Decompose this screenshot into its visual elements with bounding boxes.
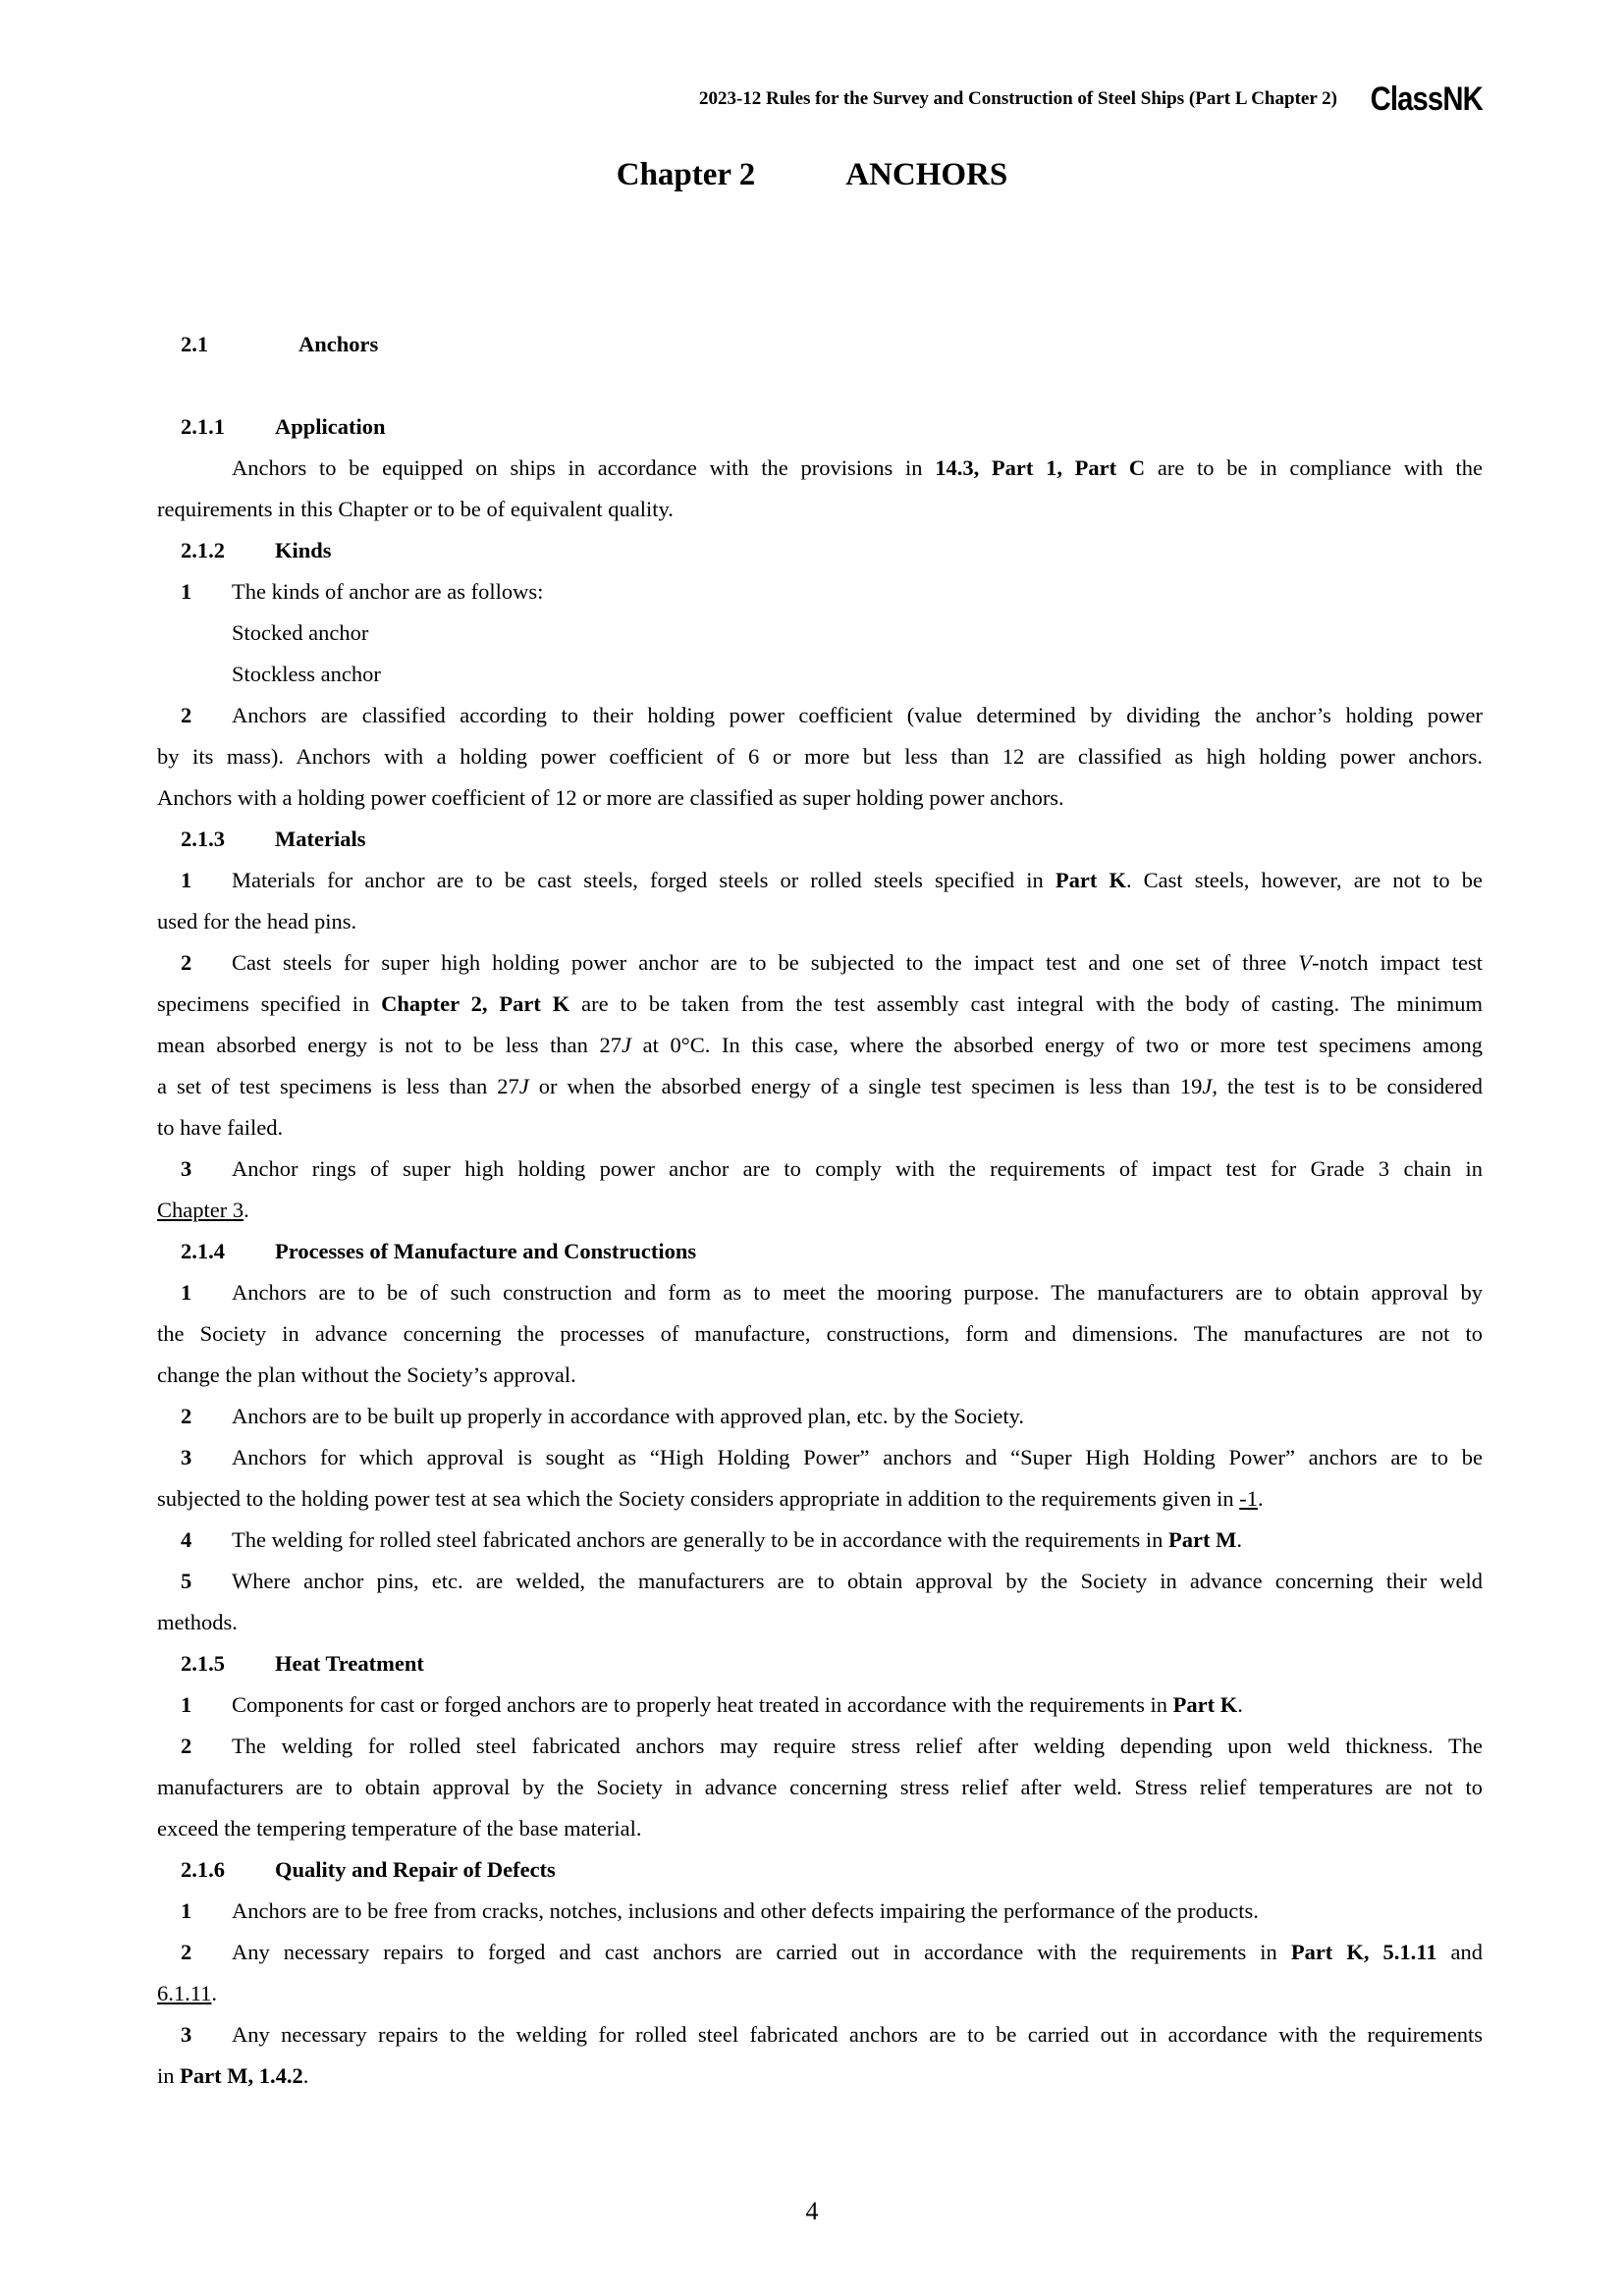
subsection-title: Heat Treatment [275, 1651, 424, 1676]
paragraph-number: 3 [181, 1445, 192, 1469]
text: . [211, 1981, 218, 2005]
chapter-name: ANCHORS [845, 157, 1008, 192]
text: are to be taken from the test assembly cast integral with the body of casting. The minimum [569, 991, 1483, 1016]
paragraph-number: 1 [181, 1898, 192, 1923]
text: . [1236, 1527, 1242, 1552]
classnk-logo: ClassNK [1370, 80, 1483, 118]
subsection-heading-2-1-5 [157, 1643, 1483, 1684]
paragraph-number: 5 [181, 1569, 192, 1593]
text: Materials for anchor are to be cast steels, forged steels or rolled steels specified in [232, 868, 1056, 892]
paragraph-number: 3 [181, 1156, 192, 1181]
subsection-heading-2-1-6 [157, 1849, 1483, 1891]
text: Any necessary repairs to the welding for rolled steel fabricated anchors are to be carried out in accordance with the requirements [232, 2022, 1483, 2047]
paragraph-1-link[interactable]: -1 [1239, 1486, 1258, 1511]
italic-symbol: J [518, 1074, 529, 1098]
reference: Part M, 1.4.2 [180, 2063, 303, 2088]
paragraph-2-1-6-1 [157, 1891, 1483, 1932]
italic-symbol: J [1202, 1074, 1213, 1098]
text: Anchors are to be free from cracks, notches, inclusions and other defects impairing the performance of the products. [232, 1898, 1259, 1923]
section-6-1-11-link[interactable]: 6.1.11 [157, 1981, 212, 2005]
subsection-title: Quality and Repair of Defects [275, 1857, 556, 1882]
chapter-3-link[interactable]: Chapter 3 [157, 1198, 244, 1222]
paragraph-number: 2 [181, 1940, 192, 1964]
text: or when the absorbed energy of a single test specimen is less than 19 [528, 1074, 1203, 1098]
text: . [302, 2063, 309, 2088]
text: Anchors are to be built up properly in accordance with approved plan, etc. by the Society. [232, 1404, 1025, 1428]
subsection-number: 2.1.3 [181, 827, 225, 851]
text: Where anchor pins, etc. are welded, the manufacturers are to obtain approval by the Society in advance concerning their weld [232, 1569, 1483, 1593]
list-item: Stockless anchor [232, 662, 381, 686]
subsection-title: Application [275, 414, 386, 439]
paragraph-2-1-1 [157, 448, 1483, 530]
text: specimens specified in [157, 991, 382, 1016]
paragraph-2-1-2-1 [157, 571, 1483, 613]
paragraph-2-1-6-3 [157, 2014, 1483, 2097]
italic-symbol: J [621, 1033, 631, 1057]
running-title: 2023-12 Rules for the Survey and Construction of Steel Ships (Part L Chapter 2) [698, 88, 1337, 109]
paragraph-number: 2 [181, 1734, 192, 1758]
text: Cast steels for super high holding power anchor are to be subjected to the impact test and one set of three [232, 950, 1299, 975]
subsection-title: Processes of Manufacture and Constructions [275, 1239, 697, 1263]
subsection-title: Kinds [275, 538, 332, 562]
text: mean absorbed energy is not to be less than 27 [157, 1033, 622, 1057]
reference: Part M [1167, 1527, 1237, 1552]
text: Anchors for which approval is sought as “High Holding Power” anchors and “Super High Holding Power” anchors are to be [232, 1445, 1483, 1469]
text: , the test is to be considered [1212, 1074, 1483, 1098]
text: and [1436, 1940, 1483, 1964]
paragraph-2-1-4-5 [157, 1561, 1483, 1643]
chapter-number: Chapter 2 [616, 157, 756, 192]
text: methods. [157, 1610, 238, 1634]
page-number: 4 [805, 2197, 819, 2225]
paragraph-2-1-5-1 [157, 1684, 1483, 1726]
text: Anchors are classified according to their holding power coefficient (value determined by dividing the anchor’s holding power [232, 703, 1483, 727]
text: are to be in compliance with the [1145, 455, 1483, 480]
paragraph-2-1-3-1 [157, 860, 1483, 942]
paragraph-2-1-4-2 [157, 1396, 1483, 1437]
section-number: 2.1 [181, 332, 209, 356]
section-title: Anchors [298, 332, 379, 356]
text: Components for cast or forged anchors are to properly heat treated in accordance with the requirements in [232, 1692, 1173, 1717]
italic-symbol: V [1298, 950, 1312, 975]
text: change the plan without the Society’s approval. [157, 1362, 576, 1387]
text: . Cast steels, however, are not to be [1125, 868, 1483, 892]
text: to have failed. [157, 1115, 284, 1140]
subsection-heading-2-1-4 [157, 1231, 1483, 1272]
subsection-number: 2.1.5 [181, 1651, 225, 1676]
paragraph-2-1-4-1 [157, 1272, 1483, 1396]
text: Any necessary repairs to forged and cast anchors are carried out in accordance with the requirements in [232, 1940, 1291, 1964]
text: at 0°C. In this case, where the absorbed energy of two or more test specimens among [630, 1033, 1483, 1057]
text: exceed the tempering temperature of the base material. [157, 1816, 642, 1841]
text: used for the head pins. [157, 909, 357, 934]
paragraph-number: 2 [181, 950, 192, 975]
paragraph-2-1-3-2 [157, 942, 1483, 1148]
subsection-heading-2-1-3 [157, 819, 1483, 860]
text: . [1237, 1692, 1243, 1717]
text: manufacturers are to obtain approval by the Society in advance concerning stress relief after weld. Stress relief temperatures are not to [157, 1775, 1483, 1799]
reference: 14.3, Part 1, Part C [935, 455, 1146, 480]
document-body [157, 324, 1483, 2097]
paragraph-number: 1 [181, 1692, 192, 1717]
text: requirements in this Chapter or to be of equivalent quality. [157, 497, 674, 521]
text: Anchors to be equipped on ships in accordance with the provisions in [232, 455, 936, 480]
text: The welding for rolled steel fabricated anchors may require stress relief after welding depending upon weld thickness. The [232, 1734, 1483, 1758]
paragraph-number: 3 [181, 2022, 192, 2047]
paragraph-2-1-6-2 [157, 1932, 1483, 2014]
text: Anchors are to be of such construction and form as to meet the mooring purpose. The manufacturers are to obtain approval by [232, 1280, 1483, 1305]
paragraph-number: 2 [181, 703, 192, 727]
text: Anchor rings of super high holding power anchor are to comply with the requirements of impact test for Grade 3 chain in [232, 1156, 1483, 1181]
text: in [157, 2063, 181, 2088]
paragraph-2-1-2-2 [157, 695, 1483, 819]
paragraph-2-1-4-3 [157, 1437, 1483, 1520]
reference: Part K, 5.1.11 [1290, 1940, 1437, 1964]
text: Anchors with a holding power coefficient of 12 or more are classified as super holding power anchors. [157, 785, 1064, 810]
list-item: Stocked anchor [232, 620, 369, 645]
reference: Part K [1172, 1692, 1238, 1717]
section-heading-2-1 [157, 324, 1483, 365]
subsection-number: 2.1.2 [181, 538, 225, 562]
text: The welding for rolled steel fabricated anchors are generally to be in accordance with the requirements in [232, 1527, 1168, 1552]
subsection-number: 2.1.1 [181, 414, 225, 439]
subsection-heading-2-1-2 [157, 530, 1483, 571]
paragraph-2-1-3-3 [157, 1148, 1483, 1231]
running-header [628, 80, 1483, 126]
paragraph-number: 4 [181, 1527, 192, 1552]
reference: Chapter 2, Part K [381, 991, 570, 1016]
paragraph-number: 2 [181, 1404, 192, 1428]
subsection-number: 2.1.4 [181, 1239, 225, 1263]
paragraph-2-1-5-2 [157, 1726, 1483, 1849]
paragraph-number: 1 [181, 868, 192, 892]
text: The kinds of anchor are as follows: [232, 579, 544, 604]
subsection-heading-2-1-1 [157, 406, 1483, 448]
text: a set of test specimens is less than 27 [157, 1074, 519, 1098]
paragraph-number: 1 [181, 1280, 192, 1305]
paragraph-number: 1 [181, 579, 192, 604]
text: . [1257, 1486, 1264, 1511]
text: the Society in advance concerning the processes of manufacture, constructions, form and dimensions. The manufactures are not to [157, 1321, 1483, 1346]
text: subjected to the holding power test at sea which the Society considers appropriate in addition to the requirements given in [157, 1486, 1240, 1511]
text: . [244, 1198, 249, 1222]
subsection-title: Materials [275, 827, 366, 851]
reference: Part K [1055, 868, 1126, 892]
paragraph-2-1-4-4 [157, 1520, 1483, 1561]
text: -notch impact test [1311, 950, 1484, 975]
chapter-title [0, 157, 1624, 193]
text: by its mass). Anchors with a holding power coefficient of 6 or more but less than 12 are classified as high holding power anchors. [157, 744, 1483, 769]
subsection-number: 2.1.6 [181, 1857, 225, 1882]
